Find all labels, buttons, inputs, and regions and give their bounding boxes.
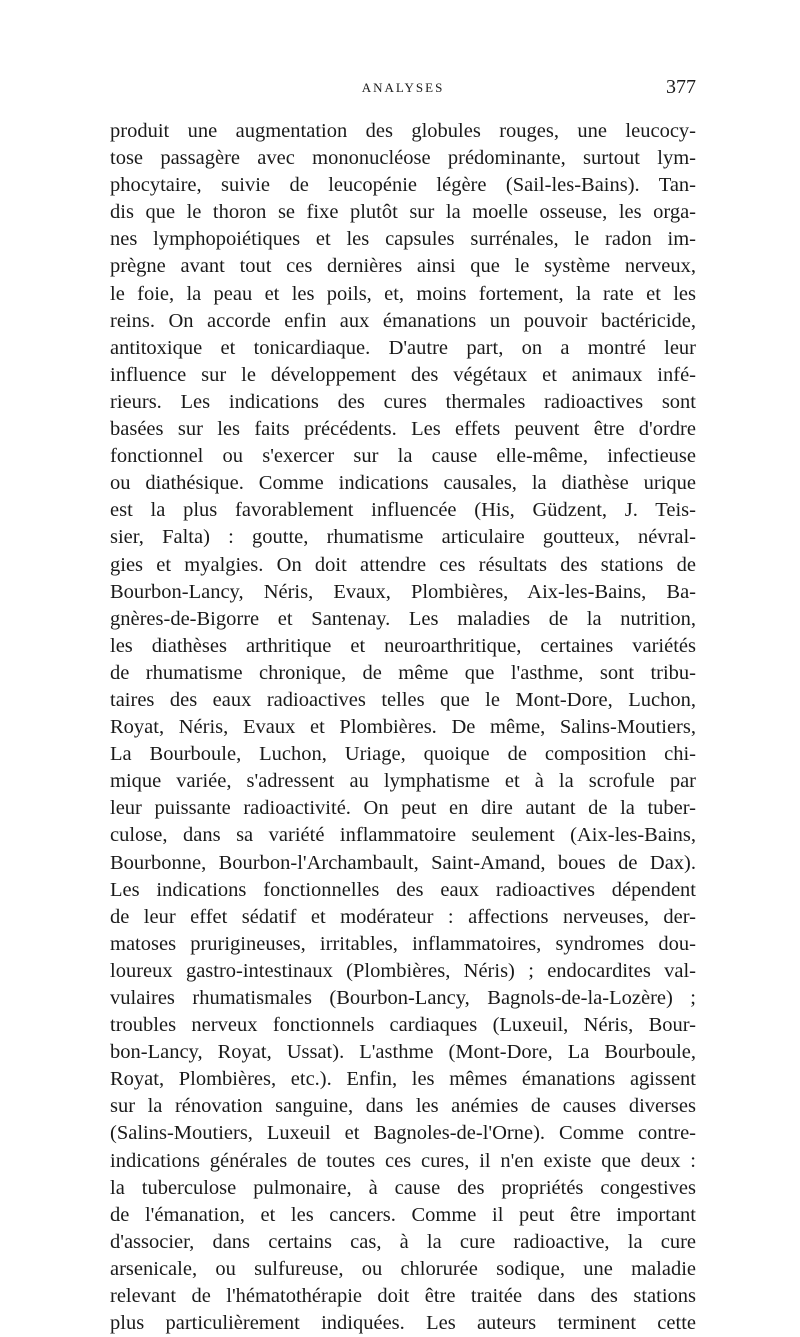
text-line: antitoxique et tonicardiaque. D'autre part, on a montré leur (110, 336, 696, 359)
text-line: Bourbon-Lancy, Néris, Evaux, Plombières, Aix-les-Bains, Ba- (110, 580, 696, 603)
text-line: phocytaire, suivie de leucopénie légère (Sail-les-Bains). Tan- (110, 174, 696, 197)
text-line: d'associer, dans certains cas, à la cure radioactive, la cure (110, 1230, 696, 1253)
text-line: dis que le thoron se fixe plutôt sur la moelle osseuse, les orga- (110, 201, 696, 224)
text-line: troubles nerveux fonctionnels cardiaques (Luxeuil, Néris, Bour- (110, 1014, 696, 1037)
text-line: la tuberculose pulmonaire, à cause des propriétés congestives (110, 1176, 696, 1199)
text-line: matoses prurigineuses, irritables, inflammatoires, syndromes dou- (110, 932, 696, 955)
text-line: culose, dans sa variété inflammatoire seulement (Aix-les-Bains, (110, 824, 696, 847)
text-line: gies et myalgies. On doit attendre ces résultats des stations de (110, 553, 696, 576)
running-head (110, 76, 696, 100)
text-line: rieurs. Les indications des cures thermales radioactives sont (110, 390, 696, 413)
text-line: plus particulièrement indiquées. Les auteurs terminent cette (110, 1312, 696, 1335)
text-line: le foie, la peau et les poils, et, moins fortement, la rate et les (110, 282, 696, 305)
text-line: La Bourboule, Luchon, Uriage, quoique de composition chi- (110, 743, 696, 766)
text-line: Les indications fonctionnelles des eaux radioactives dépendent (110, 878, 696, 901)
text-line: de rhumatisme chronique, de même que l'asthme, sont tribu- (110, 661, 696, 684)
text-line: ou diathésique. Comme indications causales, la diathèse urique (110, 472, 696, 495)
running-title: ANALYSES (361, 80, 445, 95)
text-line: de l'émanation, et les cancers. Comme il peut être important (110, 1203, 696, 1226)
text-line: sur la rénovation sanguine, dans les anémies de causes diverses (110, 1095, 696, 1118)
text-line: loureux gastro-intestinaux (Plombières, Néris) ; endocardites val- (110, 959, 696, 982)
text-line: gnères-de-Bigorre et Santenay. Les maladies de la nutrition, (110, 607, 696, 630)
text-line: basées sur les faits précédents. Les effets peuvent être d'ordre (110, 418, 696, 441)
text-line: tose passagère avec mononucléose prédominante, surtout lym- (110, 147, 696, 170)
text-line: prègne avant tout ces dernières ainsi que le système nerveux, (110, 255, 696, 278)
text-line: les diathèses arthritique et neuroarthritique, certaines variétés (110, 634, 696, 657)
text-line: sier, Falta) : goutte, rhumatisme articulaire goutteux, névral- (110, 526, 696, 549)
text-line: fonctionnel ou s'exercer sur la cause elle-même, infectieuse (110, 445, 696, 468)
text-line: vulaires rhumatismales (Bourbon-Lancy, Bagnols-de-la-Lozère) ; (110, 987, 696, 1009)
text-line: relevant de l'hématothérapie doit être traitée dans des stations (110, 1285, 696, 1308)
text-line: (Salins-Moutiers, Luxeuil et Bagnoles-de-l'Orne). Comme contre- (110, 1122, 696, 1145)
text-line: leur puissante radioactivité. On peut en dire autant de la tuber- (110, 797, 696, 820)
text-line: Bourbonne, Bourbon-l'Archambault, Saint-Amand, boues de Dax). (110, 851, 696, 874)
text-line: Royat, Plombières, etc.). Enfin, les mêmes émanations agissent (110, 1068, 696, 1091)
text-line: reins. On accorde enfin aux émanations un pouvoir bactéricide, (110, 309, 696, 332)
text-line: taires des eaux radioactives telles que le Mont-Dore, Luchon, (110, 688, 696, 711)
text-line: influence sur le développement des végétaux et animaux infé- (110, 363, 696, 386)
text-line: arsenicale, ou sulfureuse, ou chlorurée sodique, une maladie (110, 1257, 696, 1280)
text-line: de leur effet sédatif et modérateur : affections nerveuses, der- (110, 905, 696, 928)
text-line: Royat, Néris, Evaux et Plombières. De même, Salins-Moutiers, (110, 716, 696, 739)
body-text (110, 118, 696, 1337)
text-line: est la plus favorablement influencée (His, Güdzent, J. Teis- (110, 499, 696, 522)
text-line: bon-Lancy, Royat, Ussat). L'asthme (Mont-Dore, La Bourboule, (110, 1041, 696, 1064)
text-line: mique variée, s'adressent au lymphatisme et à la scrofule par (110, 770, 696, 793)
page-number: 377 (666, 76, 696, 98)
text-line: indications générales de toutes ces cures, il n'en existe que deux : (110, 1149, 696, 1172)
text-line: nes lymphopoiétiques et les capsules surrénales, le radon im- (110, 228, 696, 251)
text-line: produit une augmentation des globules rouges, une leucocy- (110, 120, 696, 142)
